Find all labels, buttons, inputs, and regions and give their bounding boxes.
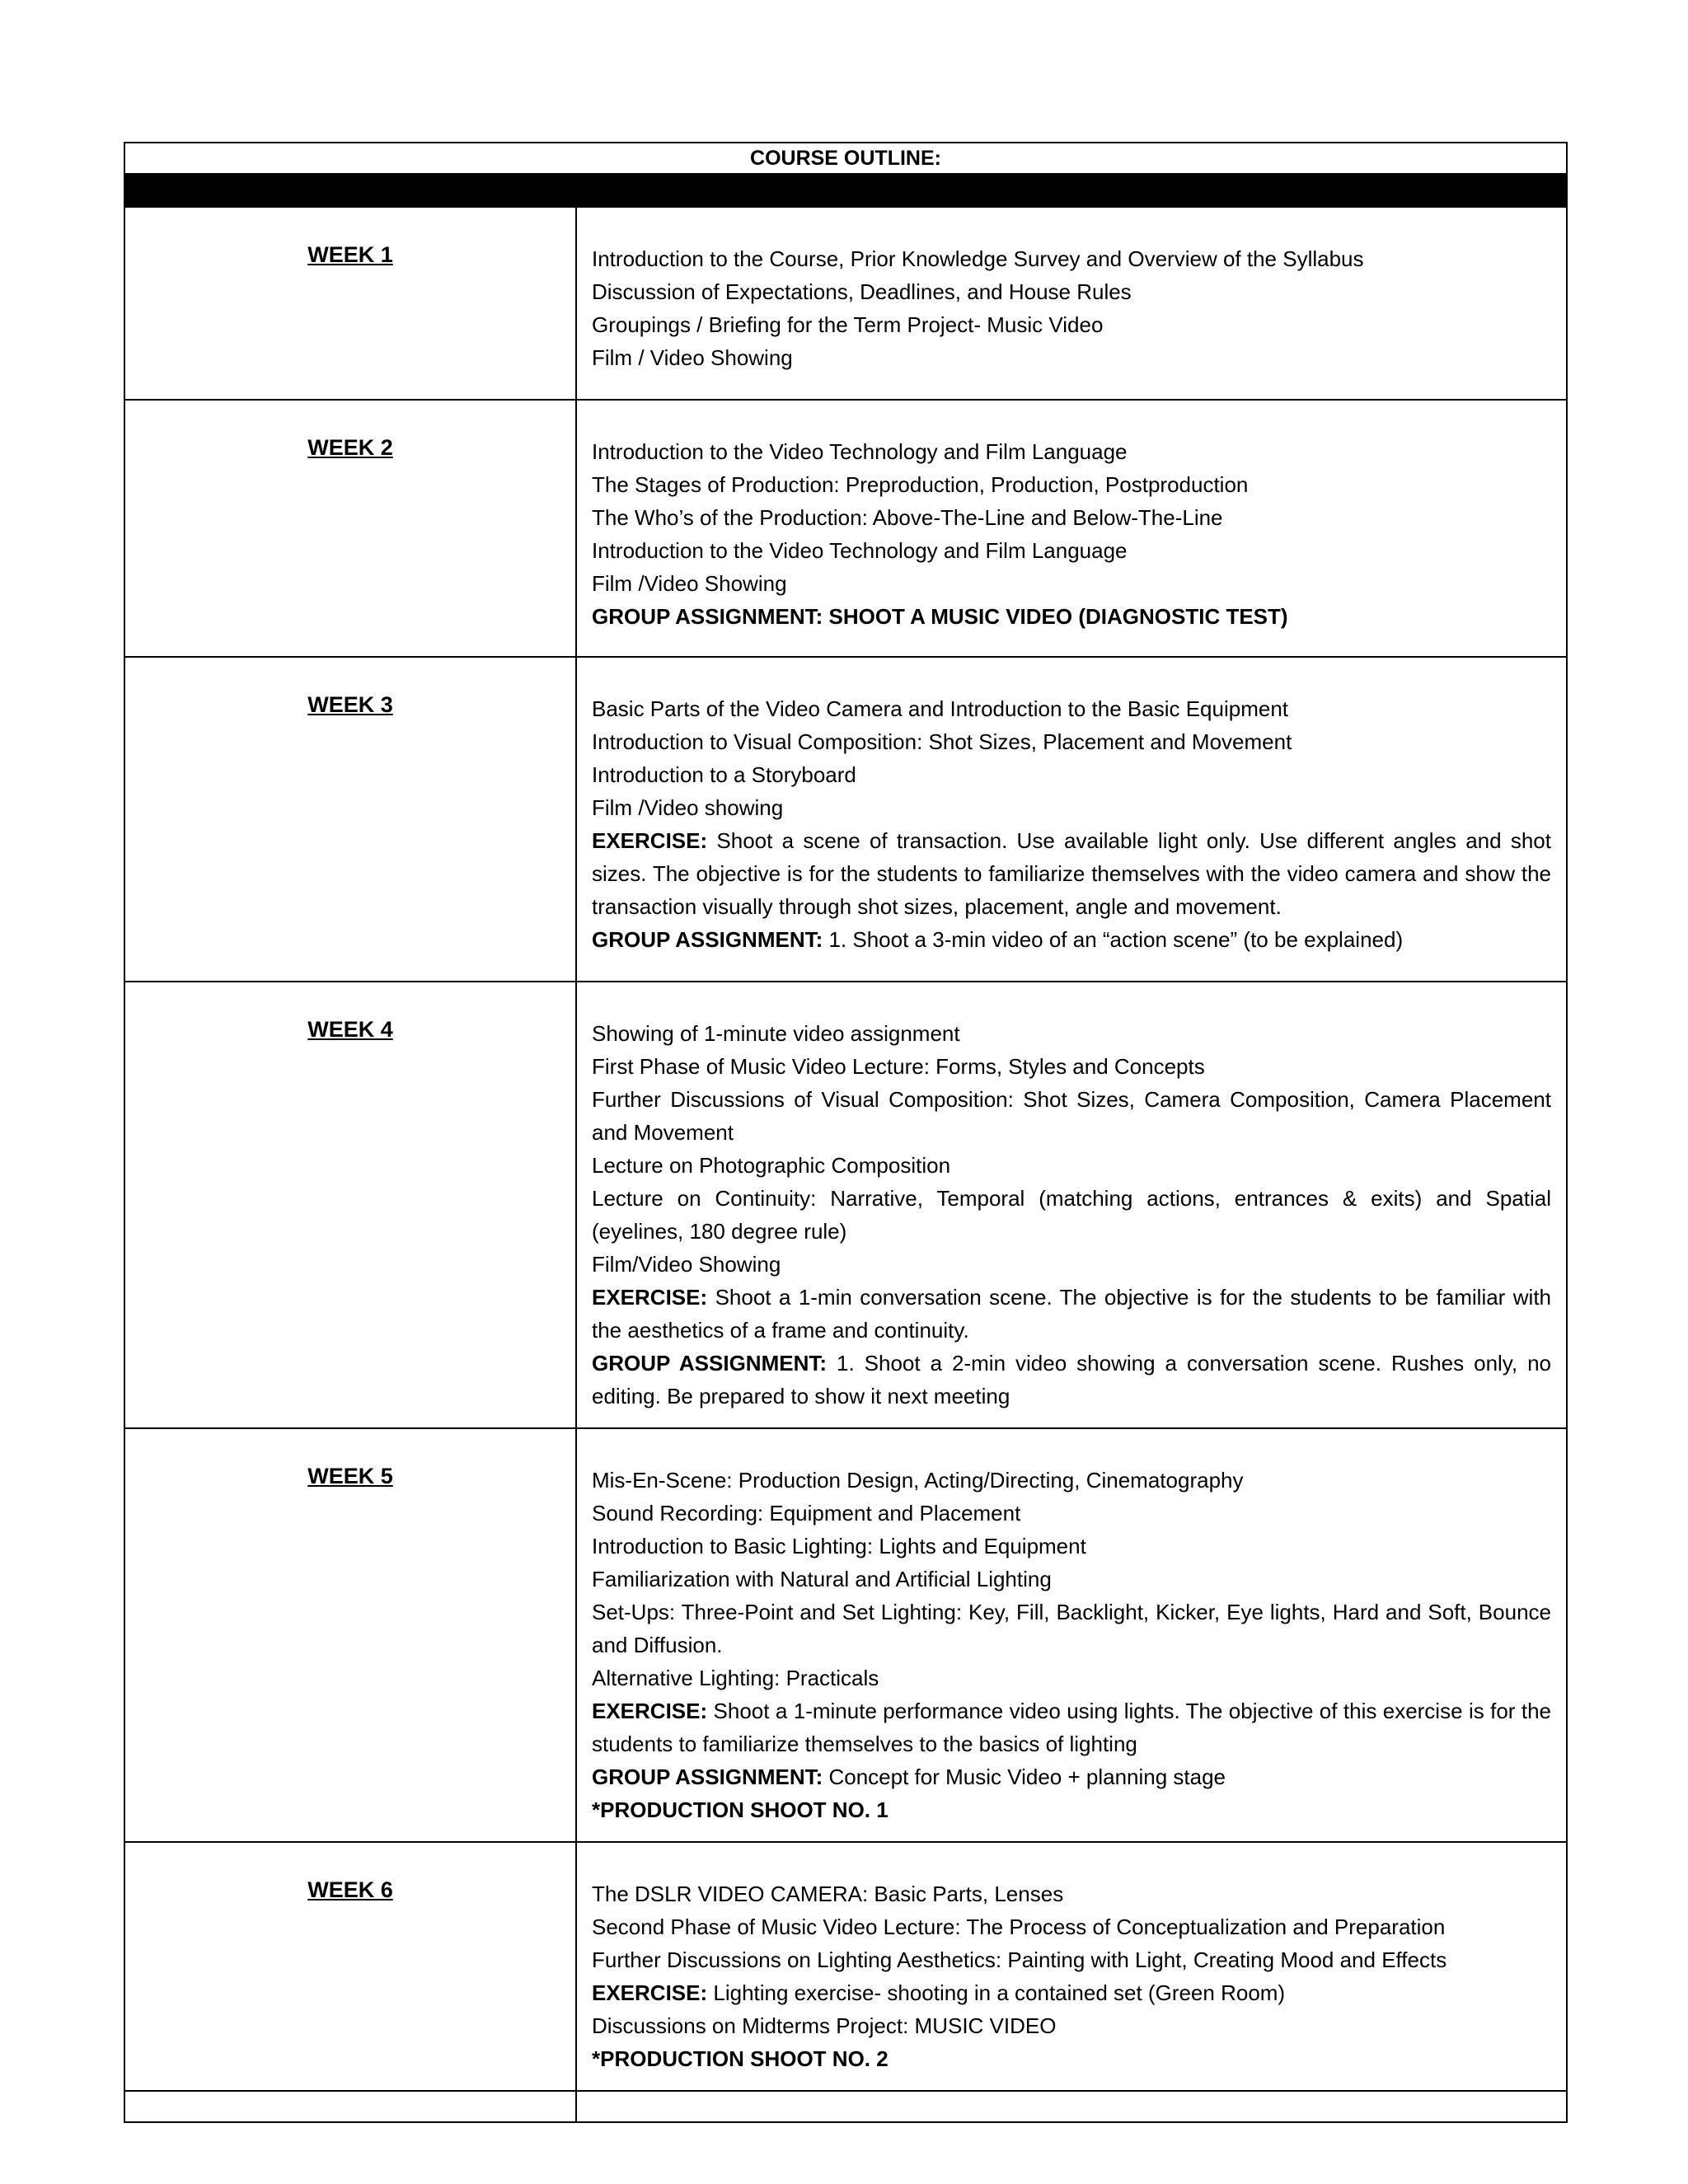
line-text: Second Phase of Music Video Lecture: The Process of Conceptualization and Preparation <box>592 1915 1446 1939</box>
content-line <box>592 923 1551 956</box>
week-label: WEEK 4 <box>124 982 576 1428</box>
content-line <box>592 824 1551 923</box>
content-line <box>592 1497 1551 1530</box>
line-text: Sound Recording: Equipment and Placement <box>592 1501 1021 1526</box>
content-line <box>592 1596 1551 1661</box>
line-text: *PRODUCTION SHOOT NO. 2 <box>592 2046 889 2071</box>
line-text: Lighting exercise- shooting in a contained set (Green Room) <box>707 1980 1286 2005</box>
content-line <box>592 1910 1551 1943</box>
content-line <box>592 2042 1551 2075</box>
header-bar-row <box>124 174 1567 207</box>
line-text: Introduction to Visual Composition: Shot Sizes, Placement and Movement <box>592 729 1292 754</box>
line-text: Familiarization with Natural and Artificial Lighting <box>592 1567 1052 1591</box>
content-line <box>592 2009 1551 2042</box>
line-text: Shoot a 1-minute performance video using lights. The objective of this exercise is for the students to familiarize themselves to the basics of lighting <box>592 1699 1551 1756</box>
content-line <box>592 308 1551 341</box>
line-text: Introduction to Basic Lighting: Lights and Equipment <box>592 1534 1086 1558</box>
week-content <box>576 207 1567 400</box>
line-text: First Phase of Music Video Lecture: Forms, Styles and Concepts <box>592 1054 1205 1079</box>
line-text: *PRODUCTION SHOOT NO. 1 <box>592 1797 889 1822</box>
line-text: Introduction to the Video Technology and Film Language <box>592 538 1128 563</box>
line-text: Further Discussions on Lighting Aesthetics: Painting with Light, Creating Mood and Effects <box>592 1947 1447 1972</box>
week-row <box>124 657 1567 982</box>
content-line <box>592 791 1551 824</box>
line-text: Lecture on Continuity: Narrative, Temporal (matching actions, entrances & exits) and Spatial (eyelines, 180 degree rule) <box>592 1186 1551 1244</box>
line-text: Film/Video Showing <box>592 1252 781 1277</box>
line-label: GROUP ASSIGNMENT: <box>592 1351 828 1376</box>
content-line <box>592 725 1551 758</box>
line-label: EXERCISE: <box>592 1285 708 1310</box>
week-content <box>576 400 1567 657</box>
content-line <box>592 1182 1551 1248</box>
line-text: Introduction to the Video Technology and Film Language <box>592 439 1128 464</box>
line-text: Further Discussions of Visual Composition: Shot Sizes, Camera Composition, Camera Placement and Movement <box>592 1087 1551 1145</box>
line-text: Film /Video showing <box>592 795 784 820</box>
content-line <box>592 1530 1551 1563</box>
line-label: EXERCISE: <box>592 1980 708 2005</box>
line-text: Discussion of Expectations, Deadlines, and House Rules <box>592 279 1132 304</box>
empty-cell <box>576 2091 1567 2122</box>
line-label: EXERCISE: <box>592 1699 708 1723</box>
course-outline-table <box>124 142 1568 2123</box>
content-line <box>592 501 1551 534</box>
content-line <box>592 1149 1551 1182</box>
week-label: WEEK 6 <box>124 1842 576 2091</box>
black-header-bar <box>124 174 1567 207</box>
line-text: Film / Video Showing <box>592 345 793 370</box>
content-line <box>592 275 1551 308</box>
line-text: Alternative Lighting: Practicals <box>592 1666 879 1690</box>
line-label: GROUP ASSIGNMENT: <box>592 1765 823 1789</box>
content-line <box>592 1694 1551 1760</box>
content-line <box>592 758 1551 791</box>
content-line <box>592 534 1551 567</box>
week-label: WEEK 1 <box>124 207 576 400</box>
content-line <box>592 1976 1551 2009</box>
content-line <box>592 1464 1551 1497</box>
line-text: 1. Shoot a 2-min video showing a conversation scene. Rushes only, no editing. Be prepared to show it next meeting <box>592 1351 1551 1408</box>
line-text: Mis-En-Scene: Production Design, Acting/Directing, Cinematography <box>592 1468 1244 1493</box>
content-line <box>592 692 1551 725</box>
content-line <box>592 1760 1551 1793</box>
line-label: EXERCISE: <box>592 828 708 853</box>
content-line <box>592 1281 1551 1347</box>
content-line <box>592 1877 1551 1910</box>
week-content <box>576 1428 1567 1842</box>
week-row <box>124 207 1567 400</box>
line-text: The Who’s of the Production: Above-The-Line and Below-The-Line <box>592 505 1223 530</box>
content-line <box>592 1793 1551 1826</box>
content-line <box>592 341 1551 374</box>
content-line <box>592 1050 1551 1083</box>
content-line <box>592 1248 1551 1281</box>
line-text: Showing of 1-minute video assignment <box>592 1021 960 1046</box>
line-text: Introduction to the Course, Prior Knowledge Survey and Overview of the Syllabus <box>592 246 1364 271</box>
line-text: Groupings / Briefing for the Term Project- Music Video <box>592 312 1104 337</box>
line-text: 1. Shoot a 3-min video of an “action scene” (to be explained) <box>823 927 1404 952</box>
week-label: WEEK 2 <box>124 400 576 657</box>
week-label: WEEK 5 <box>124 1428 576 1842</box>
content-line <box>592 1943 1551 1976</box>
title-row <box>124 143 1567 174</box>
week-content <box>576 1842 1567 2091</box>
line-text: GROUP ASSIGNMENT: SHOOT A MUSIC VIDEO (DIAGNOSTIC TEST) <box>592 604 1288 629</box>
week-row <box>124 400 1567 657</box>
week-row <box>124 1842 1567 2091</box>
week-row <box>124 982 1567 1428</box>
line-text: Lecture on Photographic Composition <box>592 1153 951 1178</box>
line-text: Film /Video Showing <box>592 571 787 596</box>
line-text: Shoot a scene of transaction. Use available light only. Use different angles and shot sizes. The objective is for the students to familiarize themselves with the video camera and show the transaction visually through shot sizes, placement, angle and movement. <box>592 828 1551 919</box>
content-line <box>592 435 1551 468</box>
content-line <box>592 1563 1551 1596</box>
content-line <box>592 600 1551 633</box>
line-text: Set-Ups: Three-Point and Set Lighting: Key, Fill, Backlight, Kicker, Eye lights, Hard and Soft, Bounce and Diffusion. <box>592 1600 1551 1657</box>
line-label: GROUP ASSIGNMENT: <box>592 927 823 952</box>
line-text: The DSLR VIDEO CAMERA: Basic Parts, Lenses <box>592 1882 1064 1906</box>
empty-cell <box>124 2091 576 2122</box>
line-text: The Stages of Production: Preproduction, Production, Postproduction <box>592 472 1249 497</box>
course-outline-title: COURSE OUTLINE: <box>124 143 1567 174</box>
week-row <box>124 1428 1567 1842</box>
line-text: Shoot a 1-min conversation scene. The objective is for the students to be familiar with the aesthetics of a frame and continuity. <box>592 1285 1551 1343</box>
empty-row <box>124 2091 1567 2122</box>
week-content <box>576 657 1567 982</box>
week-label: WEEK 3 <box>124 657 576 982</box>
content-line <box>592 567 1551 600</box>
content-line <box>592 468 1551 501</box>
content-line <box>592 1347 1551 1413</box>
week-content <box>576 982 1567 1428</box>
line-text: Discussions on Midterms Project: MUSIC VIDEO <box>592 2013 1057 2038</box>
line-text: Introduction to a Storyboard <box>592 762 856 787</box>
content-line <box>592 1083 1551 1149</box>
line-text: Concept for Music Video + planning stage <box>823 1765 1226 1789</box>
content-line <box>592 242 1551 275</box>
content-line <box>592 1017 1551 1050</box>
line-text: Basic Parts of the Video Camera and Introduction to the Basic Equipment <box>592 696 1288 721</box>
content-line <box>592 1661 1551 1694</box>
